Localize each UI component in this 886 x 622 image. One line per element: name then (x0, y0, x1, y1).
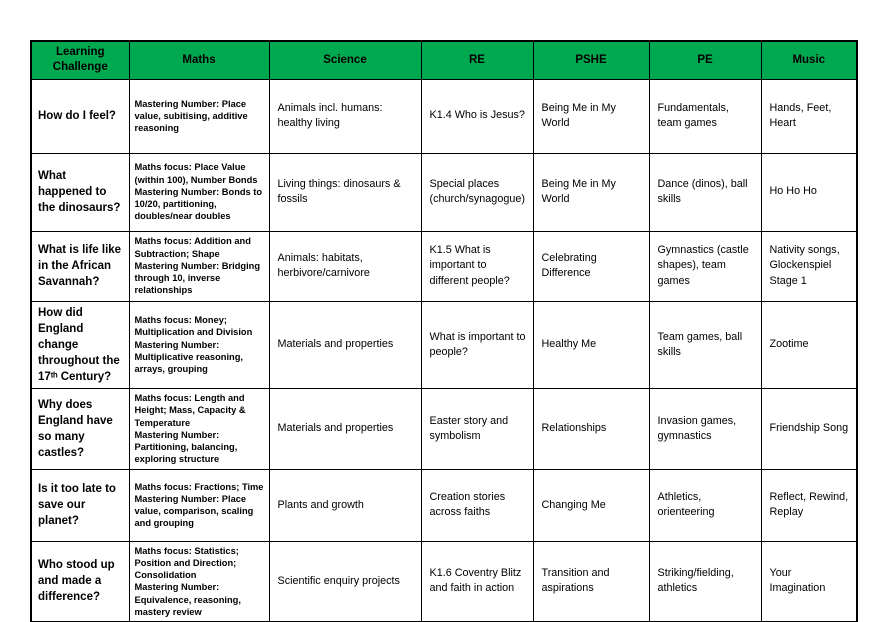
cell-music: Hands, Feet, Heart (761, 79, 857, 153)
cell-learning-challenge: What is life like in the African Savannah? (31, 231, 129, 301)
maths-text: Money; Multiplication and Division (134, 315, 253, 338)
cell-maths (129, 79, 269, 153)
cell-learning-challenge: Is it too late to save our planet? (31, 469, 129, 541)
cell-science: Animals incl. humans: healthy living (269, 79, 421, 153)
column-header-pe: PE (649, 41, 761, 79)
cell-pshe: Being Me in My World (533, 79, 649, 153)
cell-music: Friendship Song (761, 388, 857, 469)
maths-label: Maths focus: (134, 236, 192, 247)
maths-label: Mastering Number: (134, 493, 220, 504)
maths-label: Mastering Number: (134, 98, 220, 109)
cell-music: Nativity songs, Glockenspiel Stage 1 (761, 231, 857, 301)
maths-label: Maths focus: (134, 162, 192, 173)
maths-text: Place value, subitising, additive reasoning (134, 98, 248, 134)
maths-text: Addition and Subtraction; Shape (134, 236, 251, 259)
maths-text: Length and Height; Mass, Capacity & Temperature (134, 392, 246, 428)
cell-pe: Athletics, orienteering (649, 469, 761, 541)
maths-label: Maths focus: (134, 315, 192, 326)
column-header-music: Music (761, 41, 857, 79)
curriculum-table (30, 40, 858, 622)
maths-label: Maths focus: (134, 481, 192, 492)
maths-label: Maths focus: (134, 545, 192, 556)
cell-science: Materials and properties (269, 388, 421, 469)
cell-music: Reflect, Rewind, Replay (761, 469, 857, 541)
maths-text: Bridging through 10, inverse relationships (134, 260, 261, 296)
cell-pshe: Healthy Me (533, 301, 649, 388)
cell-maths (129, 469, 269, 541)
cell-re: Creation stories across faiths (421, 469, 533, 541)
cell-maths (129, 231, 269, 301)
cell-pe: Striking/fielding, athletics (649, 541, 761, 622)
cell-re: Special places (church/synagogue) (421, 153, 533, 231)
cell-maths (129, 388, 269, 469)
cell-learning-challenge: How did England change throughout the 17ᵗʰ Century? (31, 301, 129, 388)
cell-maths (129, 153, 269, 231)
table-row (31, 541, 857, 622)
cell-learning-challenge: Who stood up and made a difference? (31, 541, 129, 622)
cell-music: Zootime (761, 301, 857, 388)
maths-text: Equivalence, reasoning, mastery review (134, 594, 241, 617)
cell-re: Easter story and symbolism (421, 388, 533, 469)
table-row (31, 79, 857, 153)
cell-science: Animals: habitats, herbivore/carnivore (269, 231, 421, 301)
maths-segment (135, 260, 264, 297)
table-row (31, 231, 857, 301)
maths-label: Mastering Number: (134, 582, 220, 593)
maths-label: Maths focus: (134, 392, 192, 403)
maths-segment (135, 493, 264, 530)
maths-segment (135, 581, 264, 618)
column-header-learning-challenge: Learning Challenge (31, 41, 129, 79)
cell-pe: Dance (dinos), ball skills (649, 153, 761, 231)
cell-learning-challenge: How do I feel? (31, 79, 129, 153)
maths-segment (135, 545, 264, 582)
maths-label: Mastering Number: (134, 186, 220, 197)
table-row (31, 388, 857, 469)
cell-music: Ho Ho Ho (761, 153, 857, 231)
cell-science: Plants and growth (269, 469, 421, 541)
cell-pe: Fundamentals, team games (649, 79, 761, 153)
cell-re: K1.6 Coventry Blitz and faith in action (421, 541, 533, 622)
cell-science: Scientific enquiry projects (269, 541, 421, 622)
cell-maths (129, 541, 269, 622)
cell-pshe: Celebrating Difference (533, 231, 649, 301)
cell-re: What is important to people? (421, 301, 533, 388)
cell-science: Living things: dinosaurs & fossils (269, 153, 421, 231)
cell-maths (129, 301, 269, 388)
maths-text: Bonds to 10/20, partitioning, doubles/near doubles (134, 186, 263, 222)
header-row (31, 41, 857, 79)
cell-pshe: Relationships (533, 388, 649, 469)
table-row (31, 469, 857, 541)
cell-re: K1.4 Who is Jesus? (421, 79, 533, 153)
maths-text: Fractions; Time (191, 481, 264, 492)
maths-text: Place value, comparison, scaling and grouping (134, 493, 254, 529)
maths-segment (135, 235, 264, 260)
maths-segment (135, 339, 264, 376)
maths-segment (135, 161, 264, 186)
cell-re: K1.5 What is important to different people? (421, 231, 533, 301)
maths-segment (135, 314, 264, 339)
column-header-maths: Maths (129, 41, 269, 79)
column-header-re: RE (421, 41, 533, 79)
maths-label: Mastering Number: (134, 260, 220, 271)
table-row (31, 153, 857, 231)
cell-music: Your Imagination (761, 541, 857, 622)
maths-segment (135, 392, 264, 429)
maths-label: Mastering Number: (134, 429, 220, 440)
maths-segment (135, 429, 264, 466)
cell-science: Materials and properties (269, 301, 421, 388)
cell-pshe: Transition and aspirations (533, 541, 649, 622)
maths-text: Statistics; Position and Direction; Consolidation (134, 545, 239, 581)
cell-pshe: Being Me in My World (533, 153, 649, 231)
maths-text: Partitioning, balancing, exploring structure (134, 442, 238, 465)
maths-label: Mastering Number: (134, 339, 220, 350)
column-header-pshe: PSHE (533, 41, 649, 79)
maths-text: Multiplicative reasoning, arrays, grouping (134, 351, 243, 375)
cell-pshe: Changing Me (533, 469, 649, 541)
table-row (31, 301, 857, 388)
maths-segment (135, 98, 264, 135)
maths-segment (135, 186, 264, 223)
cell-pe: Invasion games, gymnastics (649, 388, 761, 469)
cell-pe: Team games, ball skills (649, 301, 761, 388)
cell-pe: Gymnastics (castle shapes), team games (649, 231, 761, 301)
cell-learning-challenge: What happened to the dinosaurs? (31, 153, 129, 231)
maths-text: Place Value (within 100), Number Bonds (134, 162, 258, 185)
maths-segment (135, 481, 264, 493)
cell-learning-challenge: Why does England have so many castles? (31, 388, 129, 469)
column-header-science: Science (269, 41, 421, 79)
